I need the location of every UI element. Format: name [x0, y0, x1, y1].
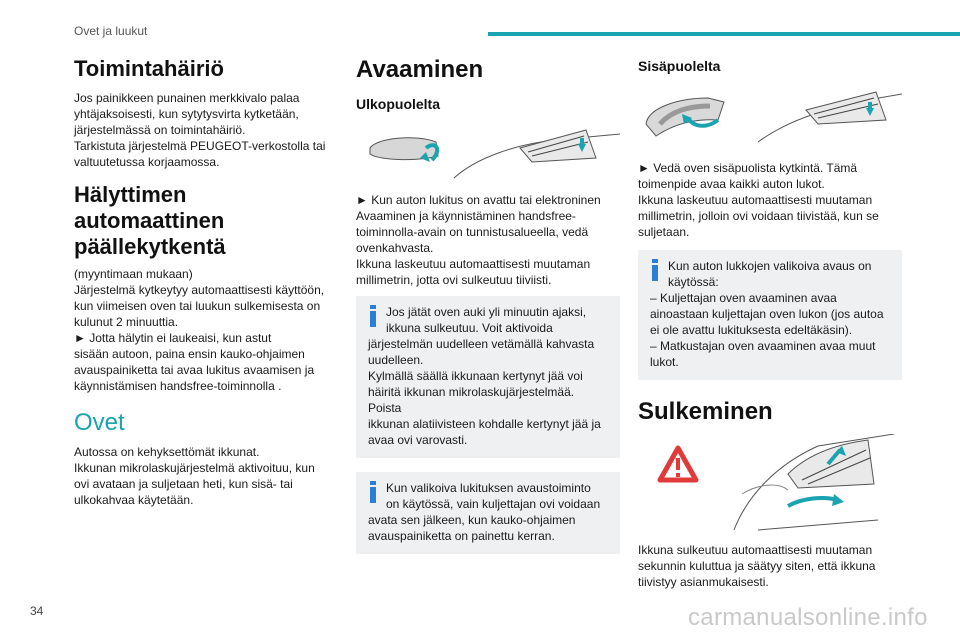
- close-paragraph: [638, 542, 902, 590]
- text-line: Tarkistuta järjestelmä PEUGEOT-verkostolla tai: [74, 139, 326, 153]
- text-line: avaa ovi varovasti.: [368, 433, 468, 447]
- text-line: tiivistyy asianmukaisesti.: [638, 575, 769, 589]
- text-line: toimenpide avaa kaikki auton lukot.: [638, 177, 825, 191]
- text-line: Kun valikoiva lukituksen avaustoiminto: [386, 481, 591, 495]
- alarm-heading-line: Hälyttimen automaattinen: [74, 182, 225, 233]
- running-header: Ovet ja luukut: [74, 24, 148, 38]
- text-line: ikkuna sulkeutuu. Voit aktivoida: [386, 321, 553, 335]
- text-line: Järjestelmä kytkeytyy automaattisesti käyttöön,: [74, 283, 325, 297]
- info-note: [356, 296, 620, 458]
- watermark: carmanualsonline.info: [688, 604, 928, 631]
- fault-paragraph: [74, 90, 330, 170]
- text-line: ainoastaan kuljettajan oven lukon (jos autoa: [650, 307, 884, 321]
- text-line: ei ole avattu lukituksesta edeltäkäsin).: [650, 323, 853, 337]
- alarm-paragraph: [74, 266, 330, 394]
- text-line: valtuutetussa korjaamossa.: [74, 155, 220, 169]
- text-line: sekunnin kuluttua ja säätyy siten, että ikkuna: [638, 559, 876, 573]
- window-closing-illustration: [638, 434, 902, 534]
- info-icon: [370, 481, 376, 505]
- text-line: Avaaminen ja käynnistäminen handsfree-: [356, 209, 576, 223]
- column-left: [74, 56, 330, 508]
- text-line: Ikkuna laskeutuu automaattisesti muutaman: [638, 193, 873, 207]
- door-handle-inside-icon: [638, 84, 902, 148]
- text-line: järjestelmän uudelleen vetämällä kahvasta: [368, 337, 595, 351]
- outside-paragraph: [356, 192, 620, 288]
- info-note: [638, 250, 902, 380]
- text-line: millimetrin, jolloin ovi voidaan tiivistää, kun se: [638, 209, 879, 223]
- inside-handle-illustration: [638, 84, 902, 148]
- text-line: on käytössä, vain kuljettajan ovi voidaan: [386, 497, 601, 511]
- text-line: Ikkunan mikrolaskujärjestelmä aktivoituu, kun: [74, 461, 315, 475]
- text-line: – Matkustajan oven avaaminen avaa muut: [650, 339, 876, 353]
- text-line: käynnistämisen handsfree-toiminnolla .: [74, 379, 282, 393]
- open-heading: Avaaminen: [356, 56, 484, 83]
- column-middle: [356, 56, 620, 554]
- text-line: ► Vedä oven sisäpuolista kytkintä. Tämä: [638, 161, 858, 175]
- text-line: suljetaan.: [638, 225, 690, 239]
- text-line: ovi avataan ja suljetaan heti, kun sisä- tai: [74, 477, 293, 491]
- text-line: ikkunan alatiivisteen kohdalle kertynyt jää ja: [368, 417, 601, 431]
- doors-paragraph: [74, 444, 330, 508]
- inside-paragraph: [638, 160, 902, 240]
- text-line: (myyntimaan mukaan): [74, 267, 193, 281]
- text-line: käytössä:: [668, 275, 719, 289]
- text-line: millimetrin, jotta ovi sulkeutuu tiiviisti.: [356, 273, 552, 287]
- text-line: Jos painikkeen punainen merkkivalo palaa: [74, 91, 300, 105]
- text-line: Jos jätät oven auki yli minuutin ajaksi,: [386, 305, 587, 319]
- doors-heading: Ovet: [74, 409, 125, 436]
- text-line: toiminnolla-avain on tunnistusalueella, vedä: [356, 225, 589, 239]
- alarm-heading: [74, 182, 330, 260]
- warning-icon: [660, 448, 696, 480]
- text-line: Ikkuna laskeutuu automaattisesti muutaman: [356, 257, 591, 271]
- info-note: [356, 472, 620, 554]
- text-line: kun viimeisen oven tai luukun sulkemisesta on: [74, 299, 321, 313]
- text-line: – Kuljettajan oven avaaminen avaa: [650, 291, 837, 305]
- alarm-heading-line: päällekytkentä: [74, 234, 226, 259]
- close-illustration: [638, 434, 902, 534]
- text-line: ► Jotta hälytin ei laukeaisi, kun astut: [74, 331, 272, 345]
- text-line: ► Kun auton lukitus on avattu tai elektroninen: [356, 193, 601, 207]
- text-line: lukot.: [650, 355, 679, 369]
- text-line: järjestelmässä on toimintahäiriö.: [74, 123, 246, 137]
- outside-handle-illustration: [356, 118, 620, 180]
- column-right: [638, 56, 902, 590]
- text-line: Kylmällä säällä ikkunaan kertynyt jää voi: [368, 369, 583, 383]
- info-icon: [652, 259, 658, 283]
- inside-subheading: Sisäpuolelta: [638, 58, 721, 74]
- door-handle-outside-icon: [356, 118, 620, 180]
- text-line: Kun auton lukkojen valikoiva avaus on: [668, 259, 872, 273]
- text-line: avauspainiketta on painettu kerran.: [368, 529, 555, 543]
- text-line: ovenkahvasta.: [356, 241, 434, 255]
- text-line: uudelleen.: [368, 353, 424, 367]
- text-line: kulunut 2 minuuttia.: [74, 315, 179, 329]
- text-line: ulkokahvaa käytetään.: [74, 493, 194, 507]
- text-line: avauspainiketta tai avaa lukitus avaamisen ja: [74, 363, 315, 377]
- text-line: Ikkuna sulkeutuu automaattisesti muutaman: [638, 543, 873, 557]
- text-line: yhtäjaksoisesti, kun sytytysvirta kytketään,: [74, 107, 299, 121]
- info-icon: [370, 305, 376, 329]
- page-number: 34: [30, 604, 44, 618]
- text-line: Autossa on kehyksettömät ikkunat.: [74, 445, 260, 459]
- close-heading: Sulkeminen: [638, 398, 773, 425]
- text-line: häiritä ikkunan mikrolaskujärjestelmää. Poista: [368, 385, 575, 415]
- header-accent-bar: [488, 32, 960, 36]
- text-line: sisään autoon, paina ensin kauko-ohjaimen: [74, 347, 305, 361]
- fault-heading: Toimintahäiriö: [74, 56, 224, 81]
- text-line: avata sen jälkeen, kun kauko-ohjaimen: [368, 513, 576, 527]
- outside-subheading: Ulkopuolelta: [356, 96, 441, 112]
